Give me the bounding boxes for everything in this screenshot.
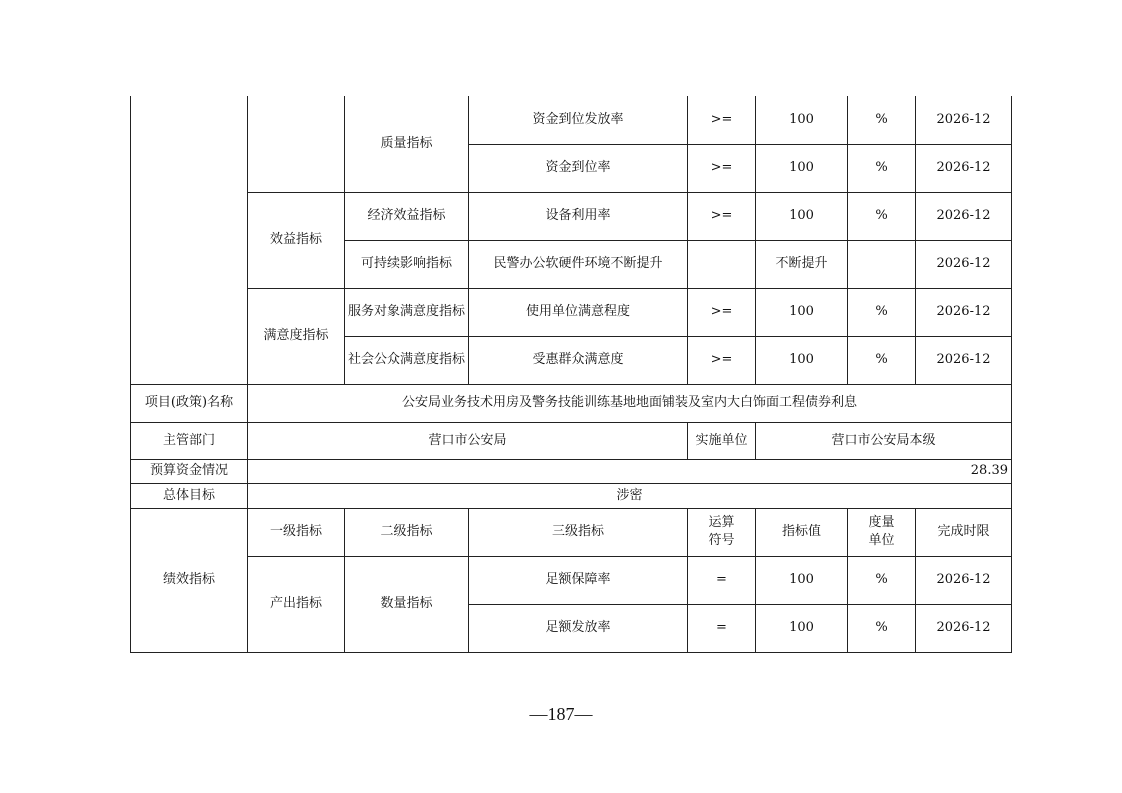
- header-level1: 一级指标: [248, 508, 345, 556]
- value-cell: 100: [756, 192, 848, 240]
- header-unit: 度量 单位: [848, 508, 916, 556]
- unit-cell: [848, 240, 916, 288]
- unit-cell: %: [848, 144, 916, 192]
- goal-value: 涉密: [248, 483, 1012, 508]
- level3-cell: 受惠群众满意度: [469, 336, 688, 384]
- deadline-cell: 2026-12: [916, 556, 1012, 604]
- value-cell: 100: [756, 96, 848, 144]
- unit-cell: %: [848, 96, 916, 144]
- deadline-cell: 2026-12: [916, 96, 1012, 144]
- deadline-cell: 2026-12: [916, 144, 1012, 192]
- value-cell: 100: [756, 556, 848, 604]
- unit-cell: %: [848, 604, 916, 652]
- operator-cell: =: [688, 604, 756, 652]
- page-number: —187—: [529, 704, 593, 724]
- operator-cell: >=: [688, 96, 756, 144]
- operator-cell: >=: [688, 288, 756, 336]
- value-cell: 100: [756, 604, 848, 652]
- level3-cell: 资金到位发放率: [469, 96, 688, 144]
- table-row: [131, 422, 1012, 459]
- deadline-cell: 2026-12: [916, 604, 1012, 652]
- value-cell: 不断提升: [756, 240, 848, 288]
- unit-cell: %: [848, 192, 916, 240]
- value-cell: 100: [756, 288, 848, 336]
- project-name-label: 项目(政策)名称: [131, 384, 248, 422]
- table-row: [131, 459, 1012, 483]
- operator-cell: >=: [688, 144, 756, 192]
- continued-category-cell: [131, 96, 248, 384]
- value-cell: 100: [756, 336, 848, 384]
- deadline-cell: 2026-12: [916, 240, 1012, 288]
- table-row: [131, 96, 1012, 144]
- level2-cell: 数量指标: [345, 556, 469, 652]
- level2-cell: 经济效益指标: [345, 192, 469, 240]
- level2-cell: 服务对象满意度指标: [345, 288, 469, 336]
- level3-cell: 资金到位率: [469, 144, 688, 192]
- unit-cell: %: [848, 556, 916, 604]
- header-operator: 运算 符号: [688, 508, 756, 556]
- operator-cell: >=: [688, 336, 756, 384]
- unit-cell: %: [848, 288, 916, 336]
- table-header-row: [131, 508, 1012, 556]
- level2-cell: 社会公众满意度指标: [345, 336, 469, 384]
- deadline-cell: 2026-12: [916, 192, 1012, 240]
- impl-value: 营口市公安局本级: [756, 422, 1012, 459]
- table-row: [131, 192, 1012, 240]
- goal-label: 总体目标: [131, 483, 248, 508]
- level3-cell: 足额保障率: [469, 556, 688, 604]
- deadline-cell: 2026-12: [916, 336, 1012, 384]
- level3-cell: 足额发放率: [469, 604, 688, 652]
- table-row: [131, 384, 1012, 422]
- deadline-cell: 2026-12: [916, 288, 1012, 336]
- header-level3: 三级指标: [469, 508, 688, 556]
- level3-cell: 民警办公软硬件环境不断提升: [469, 240, 688, 288]
- level3-cell: 设备利用率: [469, 192, 688, 240]
- value-cell: 100: [756, 144, 848, 192]
- dept-value: 营口市公安局: [248, 422, 688, 459]
- level1-cell: 产出指标: [248, 556, 345, 652]
- level2-cell: 可持续影响指标: [345, 240, 469, 288]
- operator-cell: [688, 240, 756, 288]
- level1-cell: 满意度指标: [248, 288, 345, 384]
- table-row: [131, 288, 1012, 336]
- level3-cell: 使用单位满意程度: [469, 288, 688, 336]
- perf-label: 绩效指标: [131, 508, 248, 652]
- budget-label: 预算资金情况: [131, 459, 248, 483]
- header-value: 指标值: [756, 508, 848, 556]
- operator-cell: >=: [688, 192, 756, 240]
- unit-cell: %: [848, 336, 916, 384]
- operator-cell: =: [688, 556, 756, 604]
- budget-value: 28.39: [248, 459, 1012, 483]
- level2-cell: 质量指标: [345, 96, 469, 192]
- table-row: [131, 556, 1012, 604]
- level1-cell: [248, 96, 345, 192]
- dept-label: 主管部门: [131, 422, 248, 459]
- table-row: [131, 483, 1012, 508]
- header-level2: 二级指标: [345, 508, 469, 556]
- project-name: 公安局业务技术用房及警务技能训练基地地面铺装及室内大白饰面工程债券利息: [248, 384, 1012, 422]
- header-deadline: 完成时限: [916, 508, 1012, 556]
- performance-table: [130, 96, 1012, 653]
- level1-cell: 效益指标: [248, 192, 345, 288]
- impl-label: 实施单位: [688, 422, 756, 459]
